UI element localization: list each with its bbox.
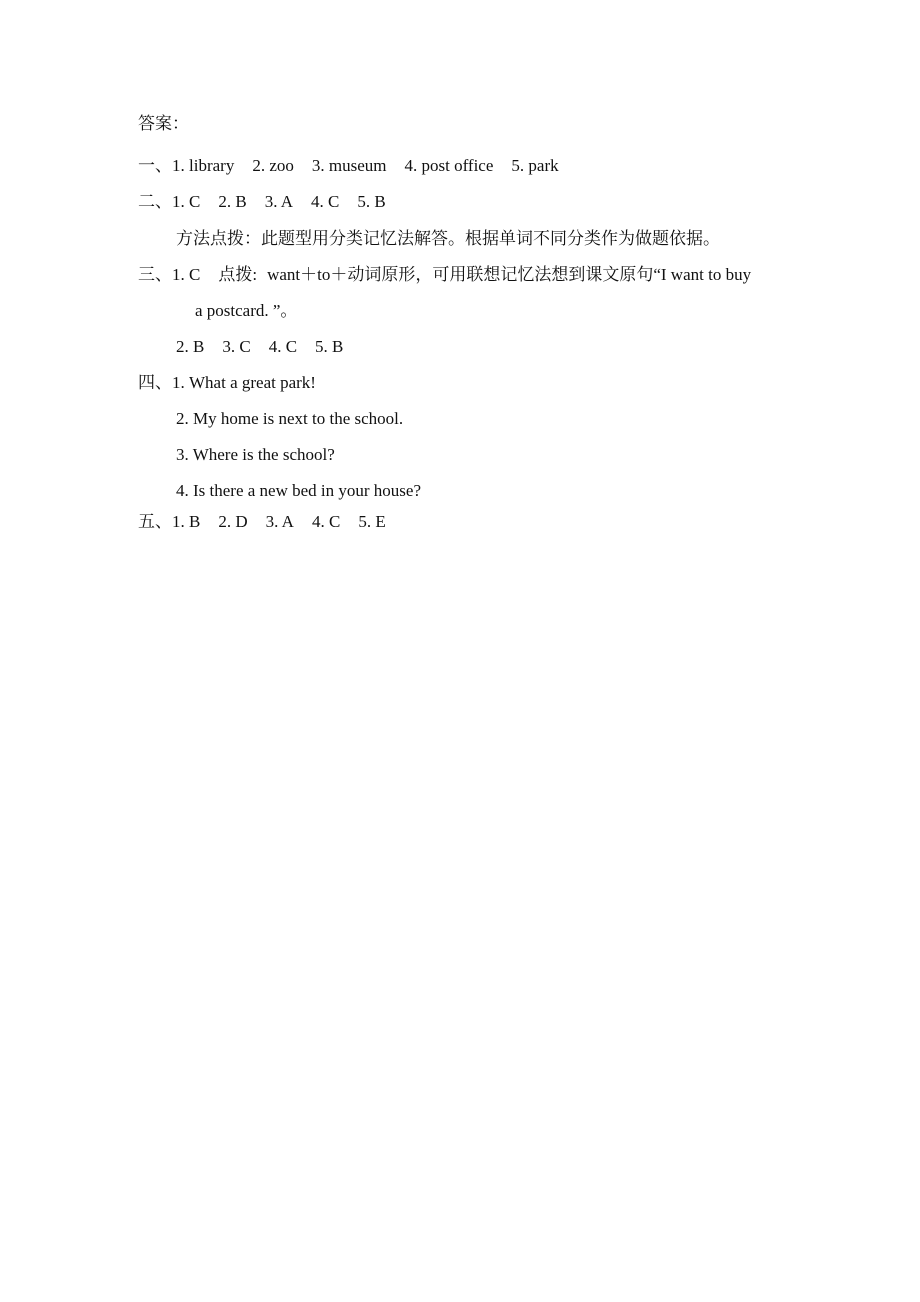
section-5-answer: 5. E xyxy=(358,512,386,531)
section-3-rest-line xyxy=(176,336,343,358)
section-2-answer: 2. B xyxy=(218,192,247,211)
section-2-answer: 5. B xyxy=(357,192,386,211)
section-1-answer: 1. library xyxy=(172,156,235,175)
section-2-answer: 3. A xyxy=(264,192,294,211)
section-4-sentence: 2. My home is next to the school. xyxy=(176,409,404,428)
section-1-answer: 3. museum xyxy=(311,156,387,175)
section-4-sentence: 4. Is there a new bed in your house? xyxy=(176,481,422,500)
answer-heading: 答案： xyxy=(138,114,189,133)
section-3-hint-text: want＋to＋动词原形，可用联想记忆法想到课文原句“I want to buy xyxy=(267,265,752,284)
section-5-line xyxy=(138,511,386,533)
section-2-marker: 二、 xyxy=(138,192,172,211)
section-3-answer: 4. C xyxy=(268,337,298,356)
section-4-sentence: 3. Where is the school? xyxy=(176,445,335,464)
section-1-marker: 一、 xyxy=(138,156,172,175)
section-3-hint-label: 点拨: xyxy=(218,265,258,284)
section-2-method-note: 方法点拨：此题型用分类记忆法解答。根据单词不同分类作为做题依据。 xyxy=(176,229,720,248)
section-5-marker: 五、 xyxy=(138,512,172,531)
section-1-answer: 5. park xyxy=(511,156,559,175)
section-4-marker: 四、 xyxy=(138,373,172,392)
section-3-line xyxy=(138,264,751,286)
section-1-line xyxy=(138,155,559,177)
section-1-answer: 4. post office xyxy=(404,156,494,175)
section-3-answer: 3. C xyxy=(222,337,251,356)
section-3-answer: 5. B xyxy=(315,337,344,356)
section-3-hint-continuation: a postcard. ”。 xyxy=(195,301,298,320)
section-5-answer: 3. A xyxy=(265,512,294,531)
section-3-answer: 2. B xyxy=(176,337,205,356)
section-5-answer: 1. B xyxy=(172,512,201,531)
section-2-answer: 1. C xyxy=(172,192,201,211)
section-2-answer: 4. C xyxy=(311,192,340,211)
section-4-sentence: 1. What a great park! xyxy=(172,373,316,392)
section-3-answer: 1. C xyxy=(172,265,201,284)
section-2-line xyxy=(138,191,386,213)
section-5-answer: 4. C xyxy=(311,512,341,531)
section-4-line xyxy=(138,372,316,394)
section-3-marker: 三、 xyxy=(138,265,172,284)
section-5-answer: 2. D xyxy=(218,512,248,531)
section-1-answer: 2. zoo xyxy=(252,156,294,175)
